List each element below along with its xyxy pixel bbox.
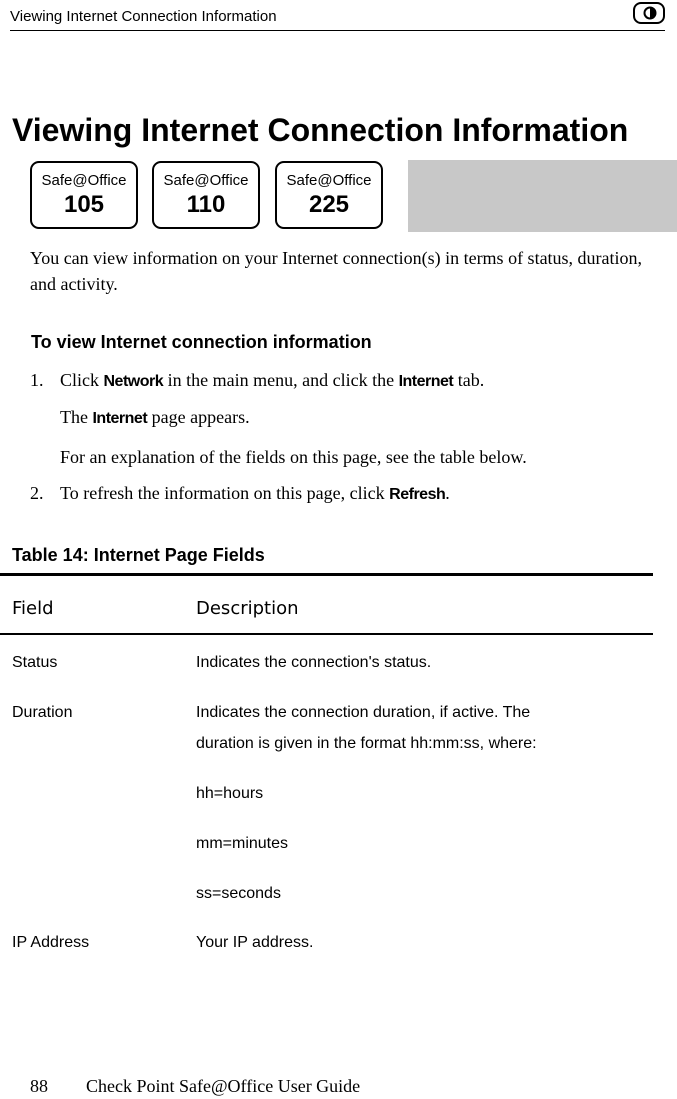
badge-brand: Safe@Office bbox=[41, 172, 127, 189]
ui-term-internet-page: Internet bbox=[92, 410, 148, 427]
step-text: The bbox=[60, 407, 93, 427]
badge-model: 110 bbox=[186, 191, 226, 218]
table-cell-description: Your IP address. bbox=[196, 934, 314, 951]
eye-badge-icon bbox=[633, 2, 665, 24]
ui-term-network: Network bbox=[103, 373, 164, 390]
ui-term-refresh: Refresh bbox=[389, 486, 446, 503]
step-number: 1. bbox=[30, 370, 44, 390]
table-cell-field: Duration bbox=[12, 704, 73, 721]
page-title: Viewing Internet Connection Information bbox=[12, 112, 629, 148]
table-header-rule bbox=[0, 633, 653, 635]
product-applicability-bar bbox=[28, 160, 677, 232]
step-1-note: For an explanation of the fields on this page, see the table below. bbox=[60, 447, 527, 467]
running-header bbox=[10, 6, 665, 31]
step-1 bbox=[60, 370, 484, 391]
step-text: tab. bbox=[453, 370, 485, 390]
product-badge-225 bbox=[275, 161, 383, 229]
step-number: 2. bbox=[30, 483, 44, 503]
table-cell-field: Status bbox=[12, 654, 58, 671]
table-cell-description: Indicates the connection's status. bbox=[196, 654, 432, 671]
table-top-rule bbox=[0, 573, 653, 576]
column-header-field: Field bbox=[12, 598, 54, 619]
step-text: page appears. bbox=[147, 407, 250, 427]
step-text: in the main menu, and click the bbox=[163, 370, 399, 390]
badge-model: 105 bbox=[63, 191, 105, 218]
step-text: Click bbox=[60, 370, 104, 390]
step-1-result bbox=[60, 407, 250, 428]
badge-model: 225 bbox=[308, 191, 350, 218]
step-2 bbox=[60, 483, 450, 504]
step-text: To refresh the information on this page, click bbox=[60, 483, 390, 503]
step-text: . bbox=[445, 483, 450, 503]
table-caption: Table 14: Internet Page Fields bbox=[12, 545, 265, 565]
product-badge-110 bbox=[152, 161, 260, 229]
table-cell-description: duration is given in the format hh:mm:ss, where: bbox=[196, 735, 537, 752]
running-header-title: Viewing Internet Connection Information bbox=[10, 8, 277, 25]
badge-brand: Safe@Office bbox=[163, 172, 249, 189]
table-cell-description: hh=hours bbox=[196, 785, 264, 802]
badge-brand: Safe@Office bbox=[286, 172, 372, 189]
table-cell-description: ss=seconds bbox=[196, 885, 281, 902]
column-header-description: Description bbox=[196, 598, 299, 619]
product-badge-105 bbox=[30, 161, 138, 229]
table-cell-field: IP Address bbox=[12, 934, 90, 951]
table-cell-description: mm=minutes bbox=[196, 835, 289, 852]
table-cell-description: Indicates the connection duration, if active. The bbox=[196, 704, 531, 721]
intro-paragraph: You can view information on your Internet connection(s) in terms of status, duration, and activity. bbox=[30, 248, 643, 294]
procedure-heading: To view Internet connection information bbox=[31, 332, 372, 352]
ui-term-internet: Internet bbox=[398, 373, 454, 390]
page-number: 88 bbox=[30, 1076, 48, 1096]
book-title: Check Point Safe@Office User Guide bbox=[86, 1076, 361, 1096]
